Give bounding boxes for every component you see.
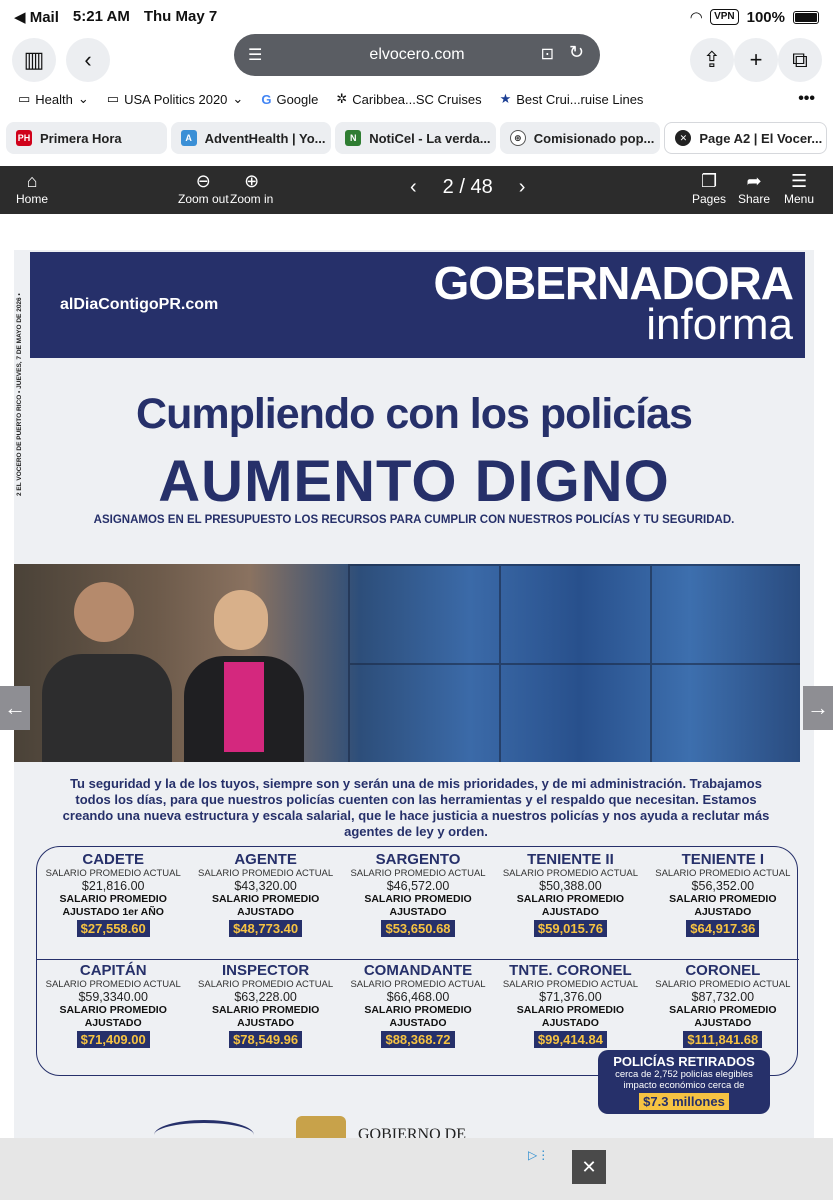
wifi-icon: ◠ — [690, 9, 703, 26]
banner-title: GOBERNADORA — [433, 257, 793, 309]
battery-icon — [793, 11, 819, 24]
pages-icon: ❐ — [700, 171, 718, 191]
salary-cell: TENIENTE II SALARIO PROMEDIO ACTUAL $50,388.00 SALARIO PROMEDIO AJUSTADO $59,015.76 — [502, 851, 638, 936]
police-photo-collage — [14, 564, 800, 762]
page-navigator — [410, 176, 525, 199]
retired-police-box: POLICÍAS RETIRADOS cerca de 2,752 policías elegibles impacto económico cerca de $7.3 millones — [598, 1050, 770, 1114]
prev-page-chevron-icon[interactable]: ‹ — [410, 176, 417, 198]
newspaper-viewport[interactable] — [0, 214, 833, 1138]
page-menu-icon[interactable]: ☰ — [248, 47, 263, 64]
salary-cell: CAPITÁN SALARIO PROMEDIO ACTUAL $59,3340.00 SALARIO PROMEDIO AJUSTADO $71,409.00 — [45, 962, 181, 1047]
reader-icon[interactable]: ⊡ — [540, 46, 554, 63]
menu-button[interactable]: ☰ Menu — [784, 171, 815, 206]
bookmarks-bar — [0, 84, 833, 114]
status-date: Thu May 7 — [143, 8, 218, 25]
footer-government: GOBIERNO DE — [358, 1126, 466, 1138]
salary-cell: AGENTE SALARIO PROMEDIO ACTUAL $43,320.00 SALARIO PROMEDIO AJUSTADO $48,773.40 — [198, 851, 334, 936]
headline: Cumpliendo con los policías — [136, 390, 692, 438]
tab-primera-hora[interactable]: PH Primera Hora — [6, 122, 167, 154]
noticel-favicon-icon: N — [345, 130, 361, 146]
globe-icon: ⊕ — [510, 130, 526, 146]
bookmark-usa-politics[interactable]: ▭ USA Politics 2020 ⌄ — [106, 91, 244, 107]
sidebar-icon[interactable]: ▥ — [12, 38, 56, 82]
subheadline: ASIGNAMOS EN EL PRESUPUESTO LOS RECURSOS PARA CUMPLIR CON NUESTROS POLICÍAS Y TU SEGURIDAD. — [93, 514, 735, 526]
bookmark-caribbean-cruises[interactable]: ✲ Caribbea...SC Cruises — [336, 91, 482, 107]
adventhealth-favicon-icon: A — [181, 130, 197, 146]
chevron-down-icon: ⌄ — [77, 91, 89, 106]
salary-cell: CORONEL SALARIO PROMEDIO ACTUAL $87,732.00 SALARIO PROMEDIO AJUSTADO $111,841.68 — [655, 962, 791, 1047]
home-button[interactable]: ⌂ Home — [16, 171, 49, 206]
page-indicator: 2 / 48 — [442, 176, 493, 198]
status-bar — [0, 0, 833, 34]
google-icon: G — [261, 91, 272, 107]
next-page-arrow-icon[interactable]: → — [803, 686, 833, 730]
status-time: 5:21 AM — [72, 8, 130, 25]
reader-toolbar — [0, 166, 833, 214]
close-tab-icon[interactable]: ✕ — [675, 130, 691, 146]
newspaper-page — [14, 250, 814, 1138]
page-side-caption: 2 EL VOCERO DE PUERTO RICO • JUEVES, 7 DE MAYO DE 2026 • — [16, 293, 23, 496]
ad-banner — [0, 1138, 833, 1200]
salary-row — [37, 851, 799, 957]
coat-of-arms-icon — [296, 1116, 346, 1138]
bookmark-best-cruise-lines[interactable]: ★ Best Crui...ruise Lines — [499, 91, 644, 107]
signature-graphic — [154, 1120, 254, 1138]
prev-page-arrow-icon[interactable]: ← — [0, 686, 30, 730]
salary-cell: COMANDANTE SALARIO PROMEDIO ACTUAL $66,468.00 SALARIO PROMEDIO AJUSTADO $88,368.72 — [350, 962, 486, 1047]
tab-adventhealth[interactable]: A AdventHealth | Yo... — [171, 122, 332, 154]
reload-icon[interactable]: ↻ — [568, 42, 584, 62]
zoom-in-icon: ⊕ — [244, 171, 260, 191]
headline-main: AUMENTO DIGNO — [158, 449, 670, 514]
pages-button[interactable]: ❐ Pages — [692, 171, 727, 206]
more-icon[interactable]: ••• — [798, 90, 815, 107]
star-icon: ★ — [499, 91, 512, 106]
tab-comisionado[interactable]: ⊕ Comisionado pop... — [500, 122, 661, 154]
salary-cell: CADETE SALARIO PROMEDIO ACTUAL $21,816.00 SALARIO PROMEDIO AJUSTADO 1er AÑO $27,558.60 — [45, 851, 181, 936]
bookmark-google[interactable]: G Google — [261, 91, 319, 107]
next-page-chevron-icon[interactable]: › — [518, 176, 526, 198]
address-bar[interactable] — [234, 34, 600, 76]
zoom-in-button[interactable]: ⊕ Zoom in — [230, 171, 274, 206]
banner-subtitle: informa — [646, 300, 793, 349]
zoom-out-button[interactable]: ⊖ Zoom out — [178, 171, 229, 206]
url-text: elvocero.com — [369, 46, 465, 63]
tab-bar — [0, 118, 833, 158]
close-ad-icon[interactable]: ✕ — [572, 1150, 606, 1184]
share-icon[interactable]: ⇪ — [690, 38, 734, 82]
hamburger-icon: ☰ — [790, 171, 808, 191]
ship-wheel-icon: ✲ — [336, 91, 348, 106]
zoom-out-icon: ⊖ — [195, 171, 211, 191]
back-button[interactable]: ‹ — [66, 38, 110, 82]
salary-cell: INSPECTOR SALARIO PROMEDIO ACTUAL $63,228.00 SALARIO PROMEDIO AJUSTADO $78,549.96 — [198, 962, 334, 1047]
salary-table — [36, 846, 798, 1076]
browser-toolbar — [0, 34, 833, 80]
share-arrow-icon: ➦ — [746, 171, 762, 191]
tab-noticel[interactable]: N NotiCel - La verda... — [335, 122, 496, 154]
adchoices-icon[interactable]: ▷⋮ — [528, 1148, 550, 1162]
primera-hora-favicon-icon: PH — [16, 130, 32, 146]
share-button[interactable]: ➦ Share — [738, 171, 771, 206]
salary-cell: SARGENTO SALARIO PROMEDIO ACTUAL $46,572.00 SALARIO PROMEDIO AJUSTADO $53,650.68 — [350, 851, 486, 936]
bookmark-health[interactable]: ▭ Health ⌄ — [18, 91, 89, 107]
tabs-overview-icon[interactable]: ⧉ — [778, 38, 822, 82]
tab-el-vocero-active[interactable]: ✕ Page A2 | El Vocer... — [664, 122, 827, 154]
article-body: Tu seguridad y la de los tuyos, siempre son y serán una de mis prioridades, y de mi administración. Trabajamos todos los días, para que nuestros policías cuenten con las herramientas y el respaldo que necesitan. Estamos creando una nueva estructura y escala salarial, que le hace justicia a nuestros policías y nos ayuda a reclutar más agentes de ley y orden. — [62, 776, 770, 839]
battery-percent: 100% — [746, 8, 785, 26]
new-tab-icon[interactable]: + — [734, 38, 778, 82]
vpn-badge: VPN — [710, 9, 739, 25]
back-to-app-link[interactable]: ◀ Mail — [14, 9, 59, 26]
gobernadora-banner — [30, 252, 805, 358]
chevron-down-icon: ⌄ — [232, 91, 244, 106]
salary-cell: TNTE. CORONEL SALARIO PROMEDIO ACTUAL $71,376.00 SALARIO PROMEDIO AJUSTADO $99,414.84 — [502, 962, 638, 1047]
home-icon: ⌂ — [26, 171, 38, 191]
salary-cell: TENIENTE I SALARIO PROMEDIO ACTUAL $56,352.00 SALARIO PROMEDIO AJUSTADO $64,917.36 — [655, 851, 791, 936]
banner-site: alDiaContigoPR.com — [60, 296, 219, 313]
folder-icon: ▭ — [18, 91, 31, 106]
folder-icon: ▭ — [106, 91, 120, 106]
